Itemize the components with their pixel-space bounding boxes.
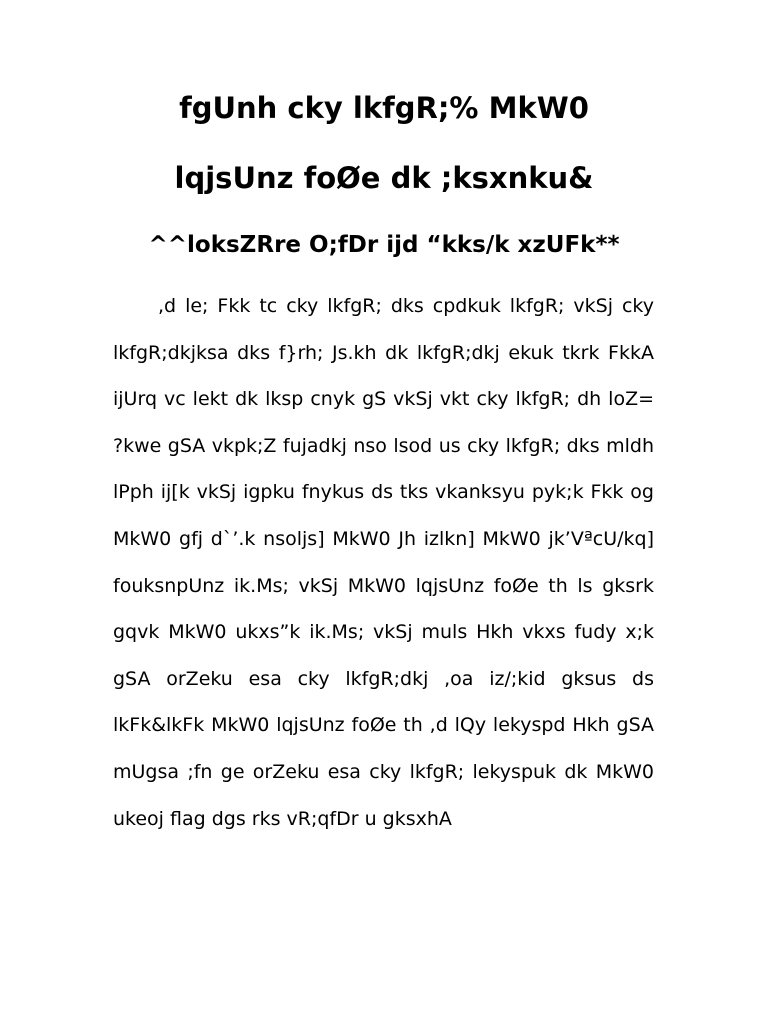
title-line-1: fgUnh cky lkfgR;% MkW0 [179, 91, 589, 125]
body-paragraph: ,d le; Fkk tc cky lkfgR; dks cpdkuk lkfgR; vkSj cky lkfgR;dkjksa dks f}rh; Js.kh dk lkfgR;dkj ekuk tkrk FkkA ijUrq vc lekt dk lksp cnyk gS vkSj vkt cky lkfgR; dh loZ= ?kwe gSA vkpk;Z fujadkj nso lsod us cky lkfgR; dks mldh lPph ij[k vkSj igpku fnykus ds tks vkanksyu pyk;k Fkk og MkW0 gfj d`’.k nsoljs] MkW0 Jh izlkn] MkW0 jk’VªcU/kq] fouksnpUnz ik.Ms; vkSj MkW0 lqjsUnz foØe th ls gksrk gqvk MkW0 ukxs”k ik.Ms; vkSj muls Hkh vkxs fudy x;k gSA orZeku esa cky lkfgR;dkj ,oa iz/;kid gksus ds lkFk&lkFk MkW0 lqjsUnz foØe th ,d lQy lekyspd Hkh gSA mUgsa ;fn ge orZeku esa cky lkfgR; lekyspuk dk MkW0 ukeoj flag dgs rks vR;qfDr u gksxhA [113, 295, 654, 830]
title-line-2: lqjsUnz foØe dk ;ksxnku& [174, 161, 594, 195]
subtitle: ^^loksZRre O;fDr ijd “kks/k xzUFk** [148, 232, 620, 258]
